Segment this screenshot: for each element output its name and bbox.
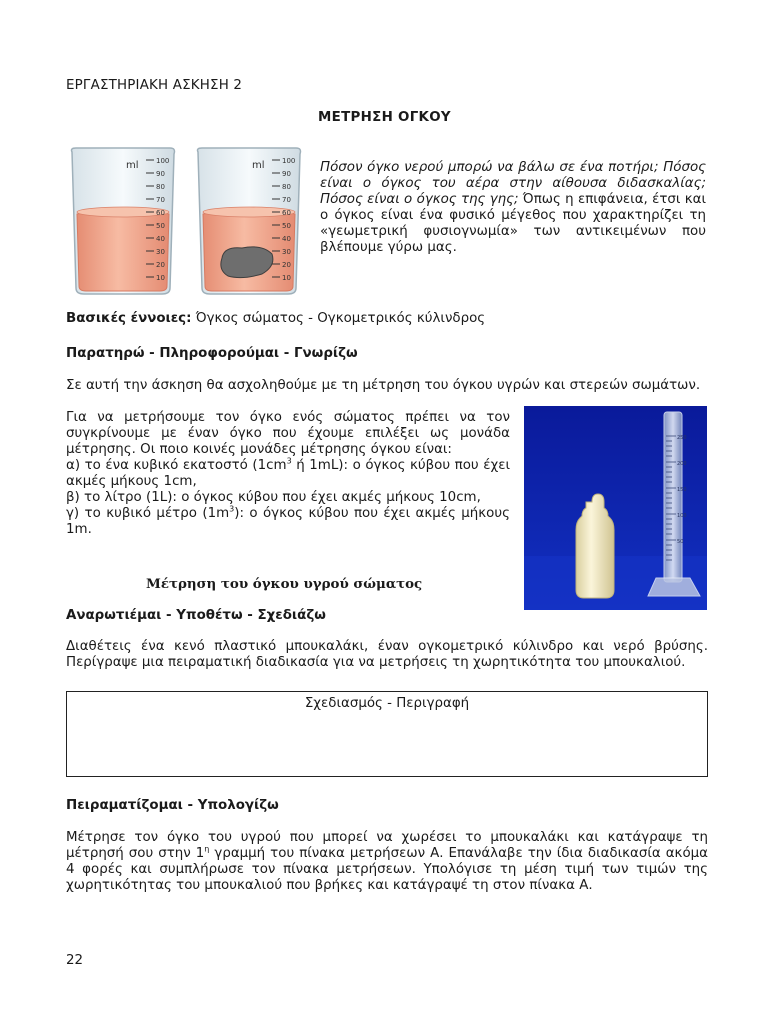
beaker-tick-label: 50	[282, 222, 291, 230]
beaker-tick-label: 60	[282, 209, 291, 217]
intro-paragraph	[320, 160, 706, 256]
beaker-tick-label: 20	[282, 261, 291, 269]
experiment-paragraph: Μέτρησε τον όγκο του υγρού που μπορεί να χωρέσει το μπουκαλάκι και κατάγραψε τη μέτρησή σου στην $1^\eta$ γραμμή του πίνακα μετρήσεων Α. Επανάλαβε την ίδια διαδικασία ακόμα 4 φορές και συμπλήρωσε τον πίνακα μετρήσεων. Υπολόγισε τη μέση τιμή των τιμών της χωρητικότητας του μπουκαλιού που βρήκες και κατάγραψέ τη στον πίνακα Α.	[66, 830, 708, 893]
beaker-tick-label: 40	[282, 235, 291, 243]
cylinder-tick-label: 100	[677, 513, 687, 519]
unit-item-c: γ) το κυβικό μέτρο $(1m^3)$: ο όγκος κύβου που έχει ακμές μήκους 1m.	[66, 504, 510, 537]
page-number: 22	[66, 953, 84, 968]
beaker-unit-label: ml	[126, 160, 139, 171]
beaker-tick-label: 40	[156, 235, 165, 243]
beaker-tick-label: 10	[282, 274, 291, 282]
units-intro-sentence: Σε αυτή την άσκηση θα ασχοληθούμε με τη μέτρηση του όγκου υγρών και στερεών σωμάτων.	[66, 378, 701, 393]
beaker-unit-label: ml	[252, 160, 265, 171]
beaker-left	[72, 148, 175, 294]
unit-item-a: α) το ένα κυβικό εκατοστό ($1cm^3$ ή 1mL): ο όγκος κύβου που έχει ακμές μήκους 1cm,	[66, 456, 510, 489]
plan-description-box[interactable]	[66, 691, 708, 777]
beaker-tick-label: 80	[156, 183, 165, 191]
bottle-cylinder-photo	[524, 406, 707, 610]
units-paragraph	[66, 410, 510, 538]
section-heading-observe: Παρατηρώ - Πληροφορούμαι - Γνωρίζω	[66, 346, 358, 361]
units-explanation: Για να μετρήσουμε τον όγκο ενός σώματος πρέπει να τον συγκρίνουμε με έναν όγκο που έχουμε επιλέξει ως μονάδα μέτρησης. Οι ποιο κοινές μονάδες μέτρησης όγκου είναι:	[66, 410, 510, 457]
basic-concepts	[66, 311, 485, 327]
beaker-tick-label: 70	[156, 196, 165, 204]
exercise-header: ΕΡΓΑΣΤΗΡΙΑΚΗ ΑΣΚΗΣΗ 2	[66, 78, 243, 93]
beaker-tick-label: 90	[156, 170, 165, 178]
unit-item-b: β) το λίτρο (1L): ο όγκος κύβου που έχει ακμές μήκους 10cm,	[66, 490, 481, 505]
beaker-tick-label: 70	[282, 196, 291, 204]
cylinder-tick-label: 200	[677, 461, 687, 467]
subheading-liquid-volume: Μέτρηση του όγκου υγρού σώματος	[146, 576, 423, 592]
beaker-tick-label: 60	[156, 209, 165, 217]
intro-questions: Πόσον όγκο νερού μπορώ να βάλω σε ένα ποτήρι; Πόσος είναι ο όγκος του αέρα στην αίθουσα διδασκαλίας; Πόσος είναι ο όγκος της γης;	[320, 160, 706, 207]
intro-statement: Όπως η επιφάνεια, έτσι και ο όγκος είναι ένα φυσικό μέγεθος που χαρακτηρίζει τη «γεωμετρική φυσιογνωμία» των αντικειμένων που βλέπουμε γύρω μας.	[320, 192, 706, 255]
plan-box-label: Σχεδιασμός - Περιγραφή	[304, 696, 470, 711]
units-paragraph-intro	[66, 378, 708, 394]
beaker-tick-label: 20	[156, 261, 165, 269]
beaker-tick-label: 90	[282, 170, 291, 178]
beaker-tick-label: 30	[282, 248, 291, 256]
beaker-right	[198, 148, 301, 294]
beaker-tick-label: 30	[156, 248, 165, 256]
concepts-label: Βασικές έννοιες:	[66, 311, 192, 326]
beaker-tick-label: 80	[282, 183, 291, 191]
cylinder-tick-label: 150	[677, 487, 687, 493]
beaker-tick-label: 50	[156, 222, 165, 230]
page-title: ΜΕΤΡΗΣΗ ΟΓΚΟΥ	[318, 110, 451, 125]
section-heading-ask: Αναρωτιέμαι - Υποθέτω - Σχεδιάζω	[66, 608, 326, 623]
task-paragraph: Διαθέτεις ένα κενό πλαστικό μπουκαλάκι, έναν ογκομετρικό κύλινδρο και νερό βρύσης. Περίγραψε μια πειραματική διαδικασία για να μετρήσεις τη χωρητικότητα του μπουκαλιού.	[66, 639, 708, 670]
beaker-tick-label: 10	[156, 274, 165, 282]
beakers-illustration	[66, 140, 306, 298]
section-heading-experiment: Πειραματίζομαι - Υπολογίζω	[66, 798, 279, 813]
cylinder-tick-label: 50	[677, 539, 684, 545]
concepts-text: Όγκος σώματος - Ογκομετρικός κύλινδρος	[191, 311, 486, 326]
beaker-tick-label: 100	[156, 157, 170, 165]
cylinder-tick-label: 250	[677, 435, 687, 441]
beaker-tick-label: 100	[282, 157, 296, 165]
